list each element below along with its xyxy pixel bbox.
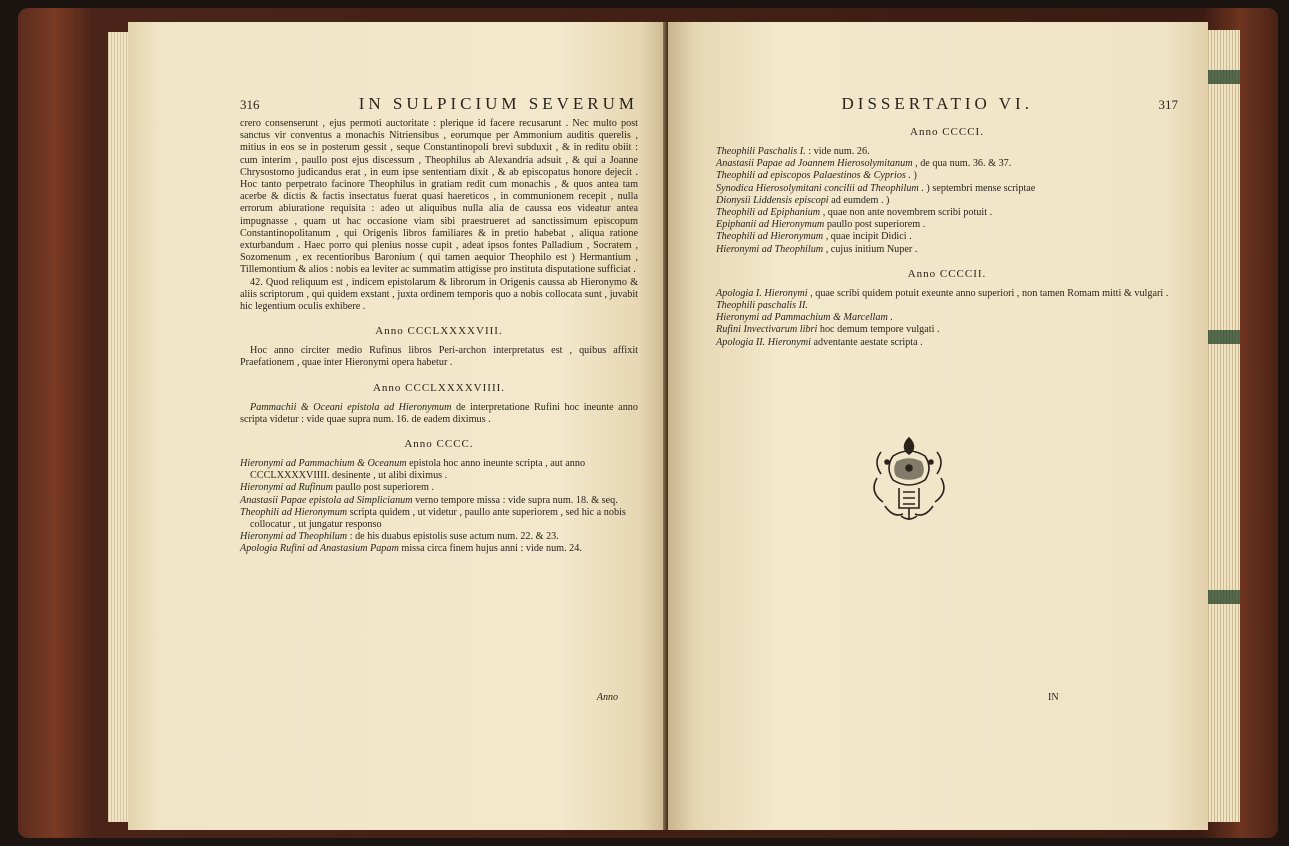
right-entry-list-1 — [716, 146, 1178, 256]
list-item — [240, 495, 638, 507]
entry-title: Synodica Hierosolymitani concilii ad Theophilum . — [716, 182, 924, 194]
right-page — [668, 22, 1208, 830]
right-page-number: 317 — [1158, 97, 1178, 112]
entry-title: Dionysii Liddensis episcopi — [716, 194, 829, 206]
entry-text: , quae non ante novembrem scribi potuit . — [820, 207, 993, 219]
entry-title: Rufini Invectivarum libri — [716, 324, 818, 336]
list-item — [716, 207, 1178, 219]
left-running-head — [240, 94, 638, 114]
left-paragraph-1: crero consenserunt , ejus permoti auctoritate : plerique id facere recusarunt . Nec multo post sanctus vir conventus a monachis Nitriensibus , eorumque per Ammonium auditis querelis , mitius in eos se in posterum gessit , seque Constantinopoli brevi subduxit , & in reditu obiit : cum interim , paullo post ejus discessum , Theophilus ab Alexandria adsuit , & qui a Joanne Chrysostomo judicandus erat , in eum ipse sententiam dixit , & ab episcopatus honore dejecit . Hoc tanto perpetrato facinore Theophilus in gratiam redit cum monachis , & quos antea tam acerbe & dictis & factis insectatus fuerat quasi haereticos , in communionem recepit , nulla errorum abiuratione requisita : adeo ut aliquibus nulla alia de caussa eos videatur antea impugnasse , quam ut hac occasione viam sibi praestrueret ad sanctissimum episcopum Constantinopolitanum , qui Origenis libros familiares & in pretio habebat , aliqua ratione exturbandum . Haec porro qui plenius nosse cupit , adeat ipsos fontes Palladium , Socratem , Sozomenum , ex recentioribus Baronium ( qui tamen aequior Theophilo est ) Hermantium , Tillemontium & alios : nobis ea leviter ac summatim attigisse pro instituta disputatione sufficiat . — [240, 118, 638, 276]
right-running-head — [716, 94, 1178, 114]
list-item — [240, 507, 638, 531]
list-item — [716, 195, 1178, 207]
entry-text: epistola hoc anno ineunte scripta , aut anno CCCLXXXXVIIII. desinente , ut alibi diximus . — [250, 458, 586, 482]
entry-title: Anastasii Papae ad Joannem Hierosolymitanum — [716, 158, 913, 170]
right-year-heading-2: Anno CCCCII. — [907, 267, 987, 280]
entry-title: Theophili paschalis II. — [716, 300, 808, 312]
page-edges-left — [108, 32, 130, 822]
left-paragraph-4 — [240, 402, 638, 426]
entry-text: verno tempore missa : vide supra num. 18. & seq. — [412, 494, 618, 506]
list-item — [716, 324, 1178, 336]
entry-text: ad eumdem . ) — [828, 194, 890, 206]
list-item — [716, 146, 1178, 158]
entry-title: Hieronymi ad Pammachium & Oceanum — [240, 458, 407, 470]
list-item — [716, 244, 1178, 256]
list-item — [240, 543, 638, 555]
right-entry-list-2 — [716, 288, 1178, 349]
entry-title: Theophili ad Hieronymum — [716, 231, 824, 243]
left-paragraph-2: 42. Quod reliquum est , indicem epistolarum & librorum in Origenis caussa ab Hieronymo & aliis scriptorum , qui quidem exstant , juxta ordinem temporis quo a nobis collocata sunt , juvabit hic legentium oculis exhibere . — [240, 276, 638, 313]
list-item — [240, 531, 638, 543]
list-item — [716, 183, 1178, 195]
left-page — [128, 22, 668, 830]
list-item — [716, 288, 1178, 300]
entry-text: , quae scribi quidem potuit exeunte anno superiori , non tamen Romam mitti & vulgari . — [807, 287, 1169, 299]
left-paragraph-4-title: Pammachii & Oceani epistola ad Hieronymum — [250, 401, 452, 413]
entry-text: hoc demum tempore vulgati . — [817, 324, 940, 336]
entry-title: Theophili ad Hieronymum — [240, 506, 348, 518]
left-running-title: IN SULPICIUM SEVERUM — [358, 94, 638, 113]
list-item — [716, 170, 1178, 182]
left-year-heading-3: Anno CCCC. — [404, 438, 474, 451]
entry-text: : de his duabus epistolis suse actum num. 22. & 23. — [347, 531, 559, 543]
right-catchword: IN — [1048, 692, 1059, 703]
entry-text: : vide num. 26. — [805, 146, 870, 157]
left-catchword: Anno — [596, 692, 618, 703]
left-year-heading-2: Anno CCCLXXXXVIIII. — [372, 381, 506, 394]
entry-title: Hieronymi ad Rufinum — [240, 482, 333, 494]
entry-title: Apologia Rufini ad Anastasium Papam — [240, 543, 399, 555]
entry-title: Anastasii Papae epistola ad Simplicianum — [240, 494, 413, 506]
open-book — [18, 8, 1278, 838]
entry-text: paullo post superiorem . — [333, 482, 435, 494]
list-item — [716, 337, 1178, 349]
page-edges-right — [1206, 30, 1240, 822]
entry-text: , quae incipit Didici . — [823, 231, 912, 243]
right-running-title: DISSERTATIO VI. — [841, 94, 1033, 113]
entry-text: , cujus initium Nuper . — [823, 243, 918, 255]
list-item — [240, 458, 638, 482]
left-entry-list — [240, 458, 638, 556]
left-paragraph-3: Hoc anno circiter medio Rufinus libros Peri-archon interpretatus est , quibus affixit Praefationem , quae inter Hieronymi opera habetur . — [240, 345, 638, 369]
entry-text: ) septembri mense scriptae — [923, 182, 1036, 194]
left-paragraph-4-rest: de interpretatione Rufini hoc ineunte anno scripta videtur : vide quae supra num. 16. de eadem diximus . — [240, 401, 638, 425]
entry-text: ) — [910, 170, 917, 182]
left-page-number: 316 — [240, 97, 260, 112]
entry-text: , de qua num. 36. & 37. — [912, 158, 1012, 170]
entry-title: Hieronymi ad Pammachium & Marcellam . — [716, 312, 893, 324]
right-year-heading-1: Anno CCCCI. — [910, 126, 984, 138]
entry-text: adventante aestate scripta . — [810, 336, 923, 348]
entry-title: Epiphanii ad Hieronymum — [716, 219, 825, 231]
list-item — [716, 312, 1178, 324]
list-item — [716, 158, 1178, 170]
printer-ornament-vase-icon — [863, 432, 955, 524]
list-item — [240, 482, 638, 494]
left-year-heading-1: Anno CCCLXXXXVIII. — [375, 325, 503, 338]
list-item — [716, 219, 1178, 231]
entry-text: missa circa finem hujus anni : vide num. 24. — [398, 543, 582, 555]
list-item — [716, 231, 1178, 243]
entry-title: Hieronymi ad Theophilum — [716, 243, 824, 255]
entry-title: Apologia II. Hieronymi — [716, 336, 811, 348]
entry-title: Hieronymi ad Theophilum — [240, 531, 348, 543]
entry-title: Theophili Paschalis I. — [716, 146, 806, 157]
entry-title: Theophili ad Epiphanium — [716, 207, 821, 219]
entry-title: Apologia I. Hieronymi — [716, 287, 808, 299]
entry-text: scripta quidem , ut videtur , paullo ante superiorem , sed hic a nobis collocatur , ut jungatur responso — [250, 506, 626, 531]
entry-title: Theophili ad episcopos Palaestinos & Cyprios . — [716, 170, 911, 182]
entry-text: paullo post superiorem . — [824, 219, 926, 231]
list-item — [716, 300, 1178, 312]
